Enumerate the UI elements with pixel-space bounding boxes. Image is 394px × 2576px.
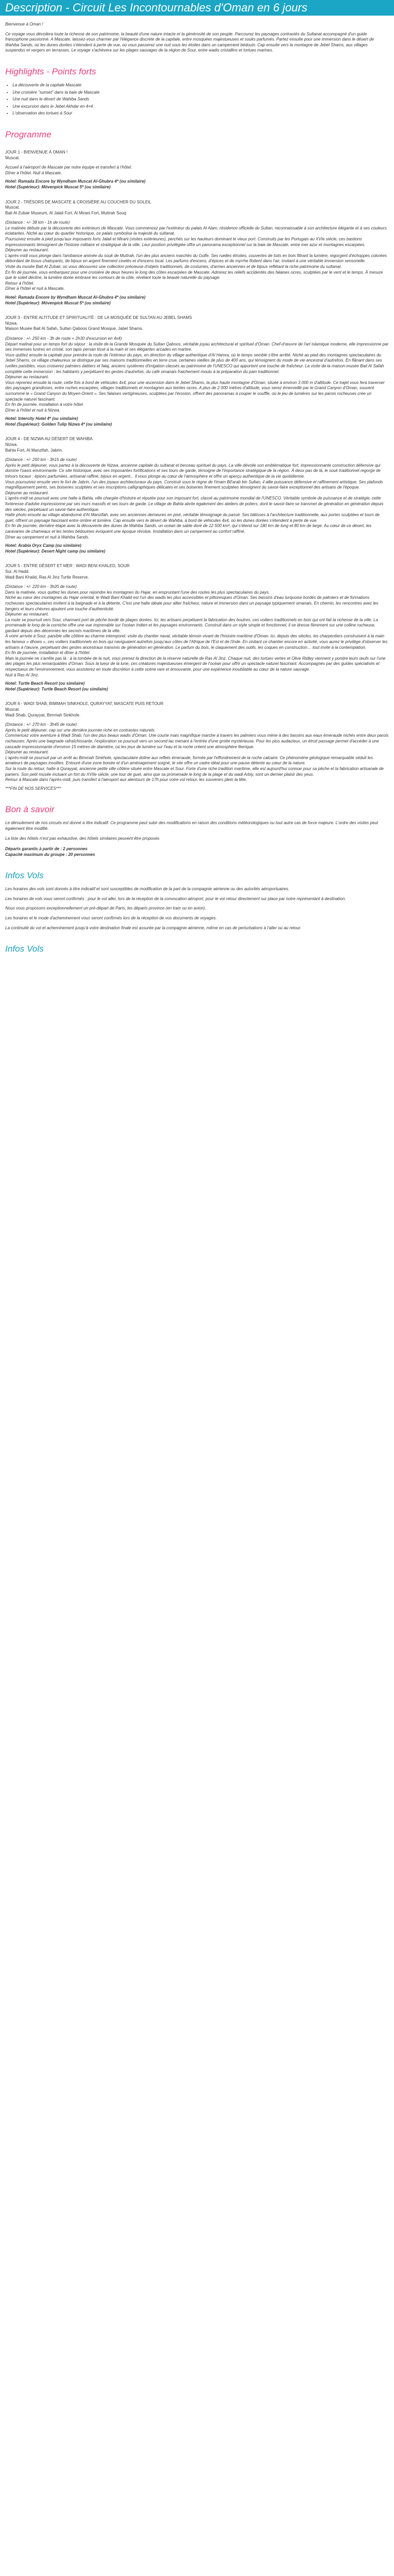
infos-vols-title-2: Infos Vols <box>5 944 44 954</box>
infos-vols-title: Infos Vols <box>5 870 44 881</box>
day-text: Nuit à Ras Al Jinz. <box>5 672 40 677</box>
day-sites: Wadi Bani Khalid, Ras Al Jinz Turtle Reserve. <box>5 574 89 580</box>
day-text: Dîner à l'hôtel et nuit à Mascate. <box>5 286 65 291</box>
day-text: Vous reprenez ensuite la route, cette fois à bord de véhicules 4x4, pour une ascension dans le Jebel Shams, la plus haute montagne d'Oman, située à environ 3 000 m d'altitude. Ce trajet vous fera traverser des paysages grandioses, entre roches escarpées, villages traditionnels et montagnes aux teintes ocres. A plus de 2 000 mètres d'altitude, vous serez émerveillé par le Grand Canyon d'Oman, souvent surnommé le « Grand Canyon du Moyen-Orient ». Ses falaises vertigineuses, sculptées par l'érosion, offrent des panoramas à couper le souffle, où le jeu de lumières sur les parois rocheuses crée un spectacle naturel fascinant. <box>5 380 385 402</box>
group-info <box>5 847 389 857</box>
day-text: La route se poursuit vers Sour, charmant port de pêche bordé de plages dorées. Ici, les artisans perpétuent la fabrication des boutres, ces voiliers traditionnels en bois qui ont fait la richesse de la ville. La promenade le long de la corniche offre une vue imprenable sur l'océan Indien et les paysages environnants. Construit dans un style simple et fonctionnel, il se dresse fièrement sur une colline rocheuse, gardant depuis des décennies les secrets maritimes de la ville. <box>5 617 378 633</box>
day-hotels <box>5 681 389 692</box>
day-title: JOUR 2 - TRÉSORS DE MASCATE & CROISIÈRE AU COUCHER DU SOLEIL <box>5 199 152 204</box>
day-text: Sur la route du retour, halte à Qurayyat, ancienne petite ville côtière située entre Mascate et Sour. Forte d'une riche tradition maritime, elle est aujourd'hui connue pour sa pêche et la fabrication artisanale de paniers. Son petit musée incluant un fort du XVIIe siècle, une tour de guet, ainsi que sa promenade le long de la plage et du wadi Arbiy, sont un dernier plaisir des yeux. <box>5 766 384 777</box>
day-text: (Distance : +/- 38 km - 1h de route) <box>5 220 70 225</box>
day-text: (Distance : +/- 270 km - 3h45 de route) <box>5 722 77 727</box>
day-text: (Distance : +/- 250 km - 3h de route + 2h30 d'excursion en 4x4) <box>5 336 122 341</box>
day-text: Déjeuner au restaurant. <box>5 612 49 617</box>
day-title: JOUR 1 - BIENVENUE À OMAN ! <box>5 149 68 155</box>
day-sites: Bait Al Zubair Museum, Al Jalali Fort, Al Mirani Fort, Muttrah Souq <box>5 210 126 215</box>
day-text: Vous poursuivez ensuite vers le fort de Jabrin, l'un des joyaux architecturaux du pays. Construit sous le règne de l'imam Bil'arab bin Sultan, il allie puissance défensive et raffinement artistique. Ses plafonds magnifiquement peints, ses boiseries sculptées et ses inscriptions calligraphiques délicates et ses boiseries finement sculptées témoignent du savoir-faire exceptionnel des artisans de l'époque. <box>5 479 383 490</box>
day-text: En fin de journée, vous embarquez pour une croisière de deux heures le long des côtes escarpées de Mascate. Admirez les reliefs accidentés des falaises ocres, sculptées par le vent et le temps. À mesure que le soleil décline, la lumière dorée embrase les contours de la côte, révélant toute la beauté naturelle du paysage. <box>5 270 383 280</box>
day-text: Départ matinal pour un temps fort du séjour : la visite de la Grande Mosquée du Sultan Qaboos, véritable joyau architectural et spirituel d'Oman. Chef-d'œuvre de l'art islamique moderne, elle impressionne par ses immenses lustres en cristal, son tapis persan tissé à la main et ses élégantes arcades en marbre. <box>5 341 389 352</box>
day-text: Après le petit déjeuner, vous partez à la découverte de Nizwa, ancienne capitale du sultanat et berceau spirituel du pays. La ville dévoile son emblématique fort, impressionnante construction défensive qui domine l'oasis environnante. Ce site historique, avec ses imposantes fortifications et ses tours de garde, témoigne de l'importance stratégique de la région. À deux pas de là, le souk traditionnel regorge de trésors locaux : épices parfumées, artisanat raffiné, bijoux en argent... Il vous plonge au cœur de l'atmosphère et offre un aperçu authentique de la vie quotidienne. <box>5 463 381 479</box>
max-capacity: Capacité maximum du groupe : 20 personnes <box>5 852 95 857</box>
day-text: Déjeuner au restaurant. <box>5 248 49 253</box>
hotel-standard: Hotel: Turtle Beach Resort (ou similaire) <box>5 681 85 686</box>
day-text: Mais la journée ne s'arrête pas là : à la tombée de la nuit, vous prenez la direction de la réserve naturelle de Ras Al Jinz. Chaque nuit, des tortues vertes et Olive Ridley viennent y pondre leurs œufs sur l'une des plages les plus remarquables d'Oman. Sous la lueur de la lune, ces créatures majestueuses émergent de l'océan pour offrir un spectacle naturel fascinant. Accompagnés par des guides spécialisés et respectueux de l'environnement, vous assisterez en toute discrétion à cette scène rare et émouvante, pour une expérience inoubliable au cœur de la nature sauvage. <box>5 656 386 672</box>
bon-savoir <box>5 821 389 857</box>
day-places: Sur, Al Hadd. <box>5 569 30 574</box>
day-hotels <box>5 295 389 306</box>
infos-vols-text: Les horaires de vols vous seront confirmés : pour le vol aller, lors de la réception de la convocation aéroport, pour le vol retour directement sur place par notre représentant à destination. <box>5 896 346 901</box>
day-text: Visite du musée Bait Al Zubair, où vous découvrez une collection précieuse d'objets traditionnels, de costumes, d'armes anciennes et de bijoux reflétant la riche patrimoine du sultanat. <box>5 264 342 270</box>
day-text: Poursuivez ensuite à pied jusqu'aux imposants forts Jalali et Mirani (visites extérieures), perchés sur les hauteurs dominant le vieux port. Construits par les Portugais au XVIe siècle, ces bastions impressionnants témoignent de l'histoire militaire et stratégique de la ville. Leur position privilégiée offre un panorama exceptionnel sur la baie de Mascate, entre mer azur et montagnes escarpées. <box>5 237 366 247</box>
highlight-item: • Une excursion dans le Jebel Akhdar en 4×4 <box>12 104 389 110</box>
day-text: L'après-midi vous plonge dans l'ambiance animée du souk de Muttrah, l'un des plus anciens marchés du Golfe. Ses ruelles étroites, couvertes de toits en bois filtrant la lumière, regorgent d'échoppes colorées débordant de tissus chatoyants, de bijoux en argent finement ciselés et d'encens local. Les parfums d'encens, d'épices et de myrrhe flottent dans l'air, invitant à une véritable immersion sensorielle. <box>5 253 387 264</box>
day-text: (Distance : +/- 220 km - 3h20 de route) <box>5 584 77 589</box>
day-5 <box>5 563 389 692</box>
infos-vols <box>5 887 389 931</box>
day-text: Halte photo ensuite au village abandonné d'Al Manzifah, avec ses anciennes demeures en pisé, véritable témoignage du passé. Ses bâtisses à l'architecture traditionnelle, aux portes sculptées et tours de guet, offrent un paysage fascinant entre ombre et lumière. Cap ensuite vers le désert de Wahiba, à bord de véhicules 4x4, où les dunes dorées s'étendent à perte de vue. <box>5 512 380 523</box>
day-sites: Wadi Shab, Qurayyat, Bimmah Sinkhole. <box>5 712 81 717</box>
day-title: JOUR 4 - DE NIZWA AU DÉSERT DE WAHIBA <box>5 437 93 442</box>
day-text: Déjeuner au restaurant. <box>5 490 49 495</box>
day-text: Retour à Mascate dans l'après-midi, puis transfert à l'aéroport aux alentours de 17h pour votre vol retour, les souvenirs plein la tête. <box>5 777 247 783</box>
day-places: Muscat. <box>5 707 20 712</box>
highlights-list <box>5 83 389 117</box>
highlight-item: • La découverte de la capitale Mascate <box>12 83 389 88</box>
intro-greeting: Bienvenue à Oman ! <box>5 22 43 27</box>
bon-savoir-text: Le déroulement de nos circuits est donné à titre indicatif. Ce programme peut subir des modifications en raison des conditions météorologiques ou tout autre cas de force majeure. L'ordre des visites peut également être modifié. <box>5 821 378 831</box>
day-text: L'après-midi se poursuit par un arrêt au Bimmah Sinkhole, spectaculaire doline aux reflets émeraude, formée par l'effondrement de la roche calcaire. Ce phénomène géologique remarquable séduit les amateurs de paysages insolites. Entouré d'une zone boisée et d'un aménagement soigné, le site offre un cadre idéal pour une pause détente au cœur de la nature. <box>5 755 373 766</box>
highlight-item: • Une croisière "sunset" dans la baie de Mascate <box>12 90 389 96</box>
day-places: Nizwa. <box>5 442 18 447</box>
day-text: En fin de journée, installation à votre hôtel. <box>5 402 84 407</box>
hotel-superior: Hotel (Supérieur): Turtle Beach Resort (ou similaire) <box>5 686 108 691</box>
day-sites: Maison Musée Bait Al Safah, Sultan Qaboos Grand Mosque, Jabel Shams. <box>5 326 143 331</box>
infos-vols-text: Les horaires et le mode d'acheminement vous seront confirmés lors de la réception de vos documents de voyages. <box>5 916 217 921</box>
day-6 <box>5 701 389 791</box>
day-text: Accueil à l'aéroport de Mascate par notre équipe et transfert à l'hôtel. <box>5 165 133 170</box>
day-text: Dîner à l'hôtel et nuit à Nizwa. <box>5 407 61 413</box>
day-text: Le matinée débute par la découverte des extérieurs de Mascate. Vous commencez par l'extérieur du palais Al Alam, résidence officielle du Sultan, reconnaissable à son architecture élégante et à ses couleurs éclatantes. Niché au cœur du quartier historique, ce palais symbolise la majesté du sultanat. <box>5 225 387 236</box>
day-3 <box>5 315 389 427</box>
hotel-standard: Hotel: Ramada Encore by Wyndham Muscat Al-Ghubra 4* (ou similaire) <box>5 179 146 184</box>
infos-vols-text: Nous vous proposons exceptionnellement un pré-départ de Paris, les départs province (en train ou en avion). <box>5 906 206 911</box>
day-1 <box>5 150 389 190</box>
hotel-standard: Hotel: Ramada Encore by Wyndham Muscat Al-Ghubra 4* (ou similaire) <box>5 295 146 300</box>
end-of-services: ***FIN DE NOS SERVICES*** <box>5 786 61 791</box>
day-title: JOUR 3 - ENTRE ALTITUDE ET SPIRITUALITÉ : DE LA MOSQUÉE DE SULTAN AU JEBEL SHAMS <box>5 315 192 321</box>
day-text: Déjeuner au restaurant. <box>5 750 49 755</box>
day-text: L'après-midi se poursuit avec une halte à Bahla, ville chargée d'histoire et réputée pour son imposant fort, classé au patrimoine mondial de l'UNESCO. Véritable symbole de puissance et de stratégie, cette forteresse d'adobe impressionne par ses murs massifs et ses tours de garde. Le village de Bahla abrite également des ateliers de potiers, dont le savoir-faire se transmet de génération en génération depuis des siècles, perpétuant un savoir-faire authentique. <box>5 496 384 512</box>
day-text: Commencez votre aventure à Wadi Shab, l'un des plus beaux wadis d'Oman. Une courte mais magnifique marche à travers les palmiers vous mène à des bassins aux eaux émeraude nichés entre deux parois rocheuses. Après une baignade rafraîchissante, l'exploration se poursuit vers un second lac menant à l'entrée d'une grotte mystérieuse. Pour les plus audacieux, un étroit passage permet d'accéder à une cascade impressionnante d'environ 15 mètres de diamètre, où les jeux de lumière sur l'eau et la roche créent une atmosphère féerique. <box>5 733 389 749</box>
day-text: En fin de journée, dernière étape avec la découverte des dunes de Wahiba Sands, un océan de sable doré de 12 500 km², qui s'étend sur 180 km de long et 80 km de large. Au cœur de ce désert, les caravanes de chameaux et les tentes bédouines évoquent une époque révolue. Installation dans un campement au confort raffiné. <box>5 523 372 534</box>
bon-savoir-title: Bon à savoir <box>5 804 55 815</box>
bon-savoir-text: La liste des hôtels n'est pas exhaustive, des hôtels similaires peuvent être proposés <box>5 836 160 841</box>
intro-text: Ce voyage vous dévoilera toute la richesse de son patrimoine, la beauté d'une nature intacte et la générosité de son peuple. Parcourez les paysages contrastés du Sultanat accompagné d'un guide francophone passionné. A Mascate, laissez-vous charmer par l'élégance discrète de la capitale, entre mosquées majestueuses et souks parfumés. Partez ensuite pour une immersion dans le désert de Wahiba Sands, où les dunes dorées s'étendent à perte de vue, où vous passerez une nuit sous les étoiles dans un campement bédouin. Cap ensuite vers la montagne de Jebel Shams, aux villages suspendus et vergers en terrasses. Le voyage s'achèvera sur les plages sauvages de la région de Sour, entre wadis cristallins et tortues marines. <box>5 31 374 53</box>
day-places: Muscat. <box>5 155 20 160</box>
day-text: Déjeuner au restaurant. <box>5 375 49 380</box>
day-4 <box>5 437 389 554</box>
hotel-superior: Hotel (Supérieur): Desert Night camp (ou similaire) <box>5 548 106 554</box>
min-departure: Départs garantis à partir de : 2 personnes <box>5 847 88 852</box>
day-text: À votre arrivée à Sour, paisible ville côtière au charme intemporel, visite du chantier naval, véritable témoin vivant de l'histoire maritime d'Oman. Ici, depuis des siècles, les charpentiers construisent à la main les fameux « dhows », ces voiliers traditionnels en bois qui naviguaient autrefois jusqu'aux côtes de l'Afrique de l'Est et de l'Inde. En visitant ce chantier encore en activité, vous aurez le privilège d'observer les artisans à l'œuvre, perpétuant des gestes ancestraux transmis de génération en génération. Le parfum du bois, le claquement des outils, les coques en construction… tout invite à la contemplation. <box>5 634 388 650</box>
day-text: Dîner au campement et nuit à Wahiba Sands. <box>5 534 89 540</box>
hotel-standard: Hotel: Intercity Hotel 4* (ou similaire) <box>5 416 78 421</box>
day-title: JOUR 5 - ENTRE DÉSERT ET MER : WADI BENI KHALED, SOUR <box>5 563 130 569</box>
page-title: Description - Circuit Les Incontournables d'Oman en 6 jours <box>0 0 394 16</box>
highlights-title: Highlights - Points forts <box>5 66 96 76</box>
highlight-item: • L'observation des tortues à Sour <box>12 111 389 117</box>
hotel-superior: Hotel (Supérieur): Mövenpick Muscat 5* (ou similaire) <box>5 300 111 305</box>
intro <box>5 22 389 54</box>
day-text: Vous quittez ensuite la capitale pour prendre la route de l'intérieur du pays, en direction du village authentique d'Al Hamra, où le temps semble s'être arrêté. Niché au pied des montagnes spectaculaires du Jebel Shams, ce village chaleureux se distingue par ses maisons traditionnelles en terre crue, certaines vieilles de plus de 400 ans, qui témoignent du mode de vie ancestral d'autrefois. En flânant dans ses ruelles paisibles, vous croiserez palmiers dattiers et falaj, anciens systèmes d'irrigation classés au patrimoine de l'UNESCO qui apportent une touche de fraîcheur. La visite de la maison-musée Bait Al Safah complète cette immersion : les habitants y perpétuent les gestes d'autrefois, du café omanais fraichement moulu à la préparation du pain traditionnel. <box>5 352 384 374</box>
day-sites: Bahla Fort, Al Manzifah, Jabrin. <box>5 447 63 453</box>
day-text: Retour à l'hôtel. <box>5 280 34 286</box>
highlight-item: • Une nuit dans le désert de Wahiba Sands <box>12 97 389 102</box>
day-2 <box>5 200 389 306</box>
day-hotels <box>5 416 389 427</box>
day-text: Dans la matinée, vous quittez les dunes pour rejoindre les montagnes du Hajar, en empruntant l'une des routes les plus spectaculaires du pays. <box>5 589 270 595</box>
infos-vols-text: La continuité du vol et acheminement jusqu'à votre destination finale est assurée par la compagnie aérienne, même en cas de perturbations à l'aller ou au retour. <box>5 925 301 930</box>
day-text: Dîner à l'hôtel. Nuit à Mascate. <box>5 170 62 175</box>
day-hotels <box>5 179 389 190</box>
day-text: En fin de journée, installation et dîner à l'hôtel. <box>5 650 90 656</box>
day-text: Niché au cœur des montagnes du Hajar oriental, le Wadi Bani Khalid est l'un des wadis les plus accessibles et pittoresques d'Oman. Ses bassins d'eau turquoise bordés de palmiers et de formations rocheuses spectaculaires invitent à la baignade et à la détente. C'est une halte idéale pour allier fraîcheur, nature et immersion dans un paysage typiquement omanais. En chemin, les rencontres avec les bergers et leurs chèvres ajoutent une touche d'authenticité. <box>5 595 378 611</box>
hotel-superior: Hotel (Supérieur): Mövenpick Muscat 5* (ou similaire) <box>5 184 111 189</box>
day-hotels <box>5 543 389 554</box>
hotel-superior: Hotel (Supérieur): Golden Tulip Nizwa 4* (ou similaire) <box>5 421 112 427</box>
day-title: JOUR 6 - WADI SHAB, BIMMAH SINKHOLE, QURAYYAT, MASCATE PUIS RETOUR <box>5 701 164 707</box>
day-places: Nizwa. <box>5 321 18 326</box>
day-places: Muscat. <box>5 205 20 210</box>
day-text: (Distance : +/- 250 km - 3h15 de route) <box>5 457 77 463</box>
content <box>0 16 394 955</box>
hotel-standard: Hotel: Arabia Oryx Camp (ou similaire) <box>5 543 82 548</box>
program-title: Programme <box>5 129 51 139</box>
day-text: Après le petit déjeuner, cap sur une dernière journée riche en contrastes naturels. <box>5 727 156 733</box>
infos-vols-text: Les horaires des vols sont donnés à titre indicatif et sont susceptibles de modification de la part de la compagnie aérienne ou des autorités aéroportuaires. <box>5 887 290 892</box>
